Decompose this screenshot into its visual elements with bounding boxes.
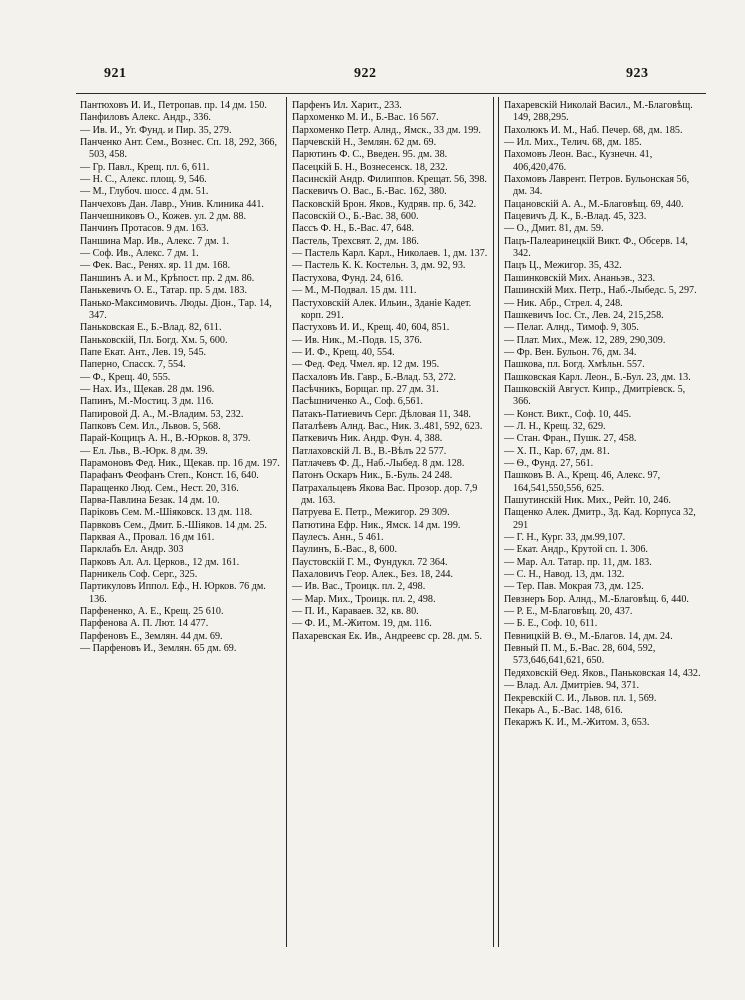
directory-entry: — Н. С., Алекс. площ. 9, 546.	[80, 174, 207, 186]
directory-entry: — Х. П., Кар. 67, дм. 81.	[504, 445, 610, 457]
directory-entry: — Ил. Мих., Телич. 68, дм. 185.	[504, 137, 642, 149]
directory-entry: Пекарь А., Б.-Вас. 148, 616.	[504, 704, 623, 716]
directory-entry: Пасѣшниченко А., Соф. 6,561.	[292, 396, 424, 408]
directory-entry: — Ф., Крещ. 40, 555.	[80, 371, 171, 383]
page-header	[0, 66, 745, 90]
directory-entry: Паустовскій Г. М., Фундукл. 72 364.	[292, 556, 448, 568]
directory-entry: Пашкевичъ Іос. Ст., Лев. 24, 215,258.	[504, 309, 664, 321]
directory-entry: — Пелаг. Алнд., Тимоф. 9, 305.	[504, 322, 639, 334]
directory-entry: — Л. Н., Крещ. 32, 629.	[504, 420, 606, 432]
directory-entry: — Ив. Вас., Троицк. пл. 2, 498.	[292, 581, 426, 593]
directory-entry: Парва-Павлина Безак. 14 дм. 10.	[80, 495, 220, 506]
directory-entry: Патрахальцевъ Якова Вас. Прозор. дор. 7,9 дм. 163.	[292, 482, 478, 506]
directory-entry: Пастель, Трехсвят. 2, дм. 186.	[292, 235, 419, 247]
directory-entry: — Парфеновъ И., Землян. 65 дм. 69.	[80, 643, 237, 655]
directory-entry: — И. Ф., Крещ. 40, 554.	[292, 346, 395, 358]
directory-entry: Пасинскій Андр. Филиппов. Крещат. 56, 398.	[292, 174, 487, 186]
directory-entry: Папинъ, М.-Мостиц. 3 дм. 116.	[80, 396, 214, 408]
directory-entry: Парафанъ Феофанъ Степ., Конст. 16, 640.	[80, 470, 259, 482]
directory-entry: Пасѣчникъ, Борщаг. пр. 27 дм. 31.	[292, 383, 439, 395]
directory-entry: Панчинъ Протасов. 9 дм. 163.	[80, 223, 209, 235]
directory-entry: Пархоменко М. И., Б.-Вас. 16 567.	[292, 112, 439, 124]
directory-entry: Пахаревская Ек. Ив., Андреевс ср. 28. дм. 5.	[292, 630, 483, 642]
directory-entry: — Г. Н., Кург. 33, дм.99,107.	[504, 532, 626, 544]
directory-entry: Пащенко Алек. Дмитр., Зд. Кад. Корпуса 32, 291	[504, 507, 696, 531]
column-divider-left	[286, 97, 287, 947]
directory-entry: — Мар. Мих., Троицк. пл. 2, 498.	[292, 593, 436, 605]
directory-entry: Пахомовъ Лаврент. Петров. Бульонская 56, дм. 34.	[504, 174, 690, 198]
directory-entry: Пастуховскій Алек. Ильин., Зданіе Кадет. корп. 291.	[292, 297, 472, 321]
directory-entry: Пахомовъ Леон. Вас., Кузнечн. 41, 406,420,476.	[504, 149, 653, 173]
directory-entry: — Тер. Пав. Мокрая 73, дм. 125.	[504, 581, 644, 593]
directory-entry: Паперно, Спасск. 7, 554.	[80, 359, 186, 371]
directory-entry: Патлачевъ Ф. Д., Наб.-Лыбед. 8 дм. 128.	[292, 457, 465, 469]
directory-entry: — Влад. Ал. Дмитріев. 94, 371.	[504, 680, 639, 692]
directory-entry: Пашковскій Август. Кипр., Дмитріевск. 5, 366.	[504, 383, 686, 408]
directory-entry: Паньковскій, Пл. Богд. Хм. 5, 600.	[80, 334, 228, 346]
directory-entry: Пахолюкъ И. М., Наб. Печер. 68, дм. 185.	[504, 124, 683, 136]
directory-entry: Пашинскій Мих. Петр., Наб.-Лыбедс. 5, 297.	[504, 285, 697, 297]
directory-entry: Пацъ-Палеаринецкій Викт. Ф., Обсерв. 14, 342.	[504, 235, 688, 260]
directory-entry: Пашковъ В. А., Крещ. 46, Алекс. 97, 164,541,550,556, 625.	[504, 470, 661, 494]
directory-entry: — Соф. Ив., Алекс. 7 дм. 1.	[80, 248, 199, 260]
directory-entry: — Ив. И., Уг. Фунд. и Пир. 35, 279.	[80, 124, 232, 136]
directory-entry: — Б. Е., Соф. 10, 611.	[504, 618, 598, 630]
page-number-right: 923	[626, 66, 649, 81]
directory-entry: Парквая А., Провал. 16 дм 161.	[80, 532, 215, 544]
directory-entry: Паткевичъ Ник. Андр. Фун. 4, 388.	[292, 433, 443, 445]
directory-column-2	[292, 100, 492, 643]
directory-entry: Патлаховскій Л. В., В.-Вѣлъ 22 577.	[292, 445, 447, 457]
directory-entry: Панькевичъ О. Е., Татар. пр. 5 дм. 183.	[80, 285, 248, 297]
directory-entry: — Ѳ., Фунд. 27, 561.	[504, 457, 594, 469]
directory-entry: — Пастель Карл. Карл., Николаев. 1, дм. 137.	[292, 248, 488, 260]
directory-entry: — Ф. И., М.-Житом. 19, дм. 116.	[292, 618, 432, 630]
directory-entry: Пархоменко Петр. Алнд., Ямск., 33 дм. 199.	[292, 124, 481, 136]
directory-entry: — С. Н., Навод. 13, дм. 132.	[504, 569, 625, 581]
directory-entry: Паулесъ. Анн., 5 461.	[292, 532, 384, 544]
directory-entry: Парфенова А. П. Лют. 14 477.	[80, 618, 209, 630]
directory-entry: Пацановскій А. А., М.-Благовѣщ. 69, 440.	[504, 198, 684, 210]
directory-entry: — Фек. Вас., Ренях. яр. 11 дм. 168.	[80, 260, 231, 272]
directory-entry: Панфиловъ Алекс. Андр., 336.	[80, 112, 211, 124]
directory-column-3	[504, 100, 702, 730]
directory-entry: — Ив. Ник., М.-Подв. 15, 376.	[292, 334, 422, 346]
directory-entry: — Пастель К. К. Костельн. 3, дм. 92, 93.	[292, 260, 466, 272]
directory-entry: Паріковъ Сем. М.-Шіяковск. 13 дм. 118.	[80, 507, 253, 519]
directory-entry: Парникель Соф. Серг., 325.	[80, 569, 198, 581]
directory-entry: Парамоновъ Фед. Ник., Щекав. пр. 16 дм. 197.	[80, 457, 280, 469]
directory-entry: Пацевичъ Д. К., Б.-Влад. 45, 323.	[504, 211, 647, 223]
column-divider-right-inner	[493, 97, 494, 947]
directory-entry: — М., М-Подвал. 15 дм. 111.	[292, 285, 417, 297]
directory-entry: Пасовскій О., Б.-Вас. 38, 600.	[292, 211, 419, 223]
directory-entry: Парчевскій Н., Землян. 62 дм. 69.	[292, 137, 437, 149]
directory-entry: — Нах. Из., Щекав. 28 дм. 196.	[80, 383, 215, 395]
directory-entry: Панчешниковъ О., Кожев. ул. 2 дм. 88.	[80, 211, 246, 223]
directory-entry: — Р. Е., М-Благовѣщ. 20, 437.	[504, 606, 633, 618]
directory-entry: — Фр. Вен. Бульон. 76, дм. 34.	[504, 346, 637, 358]
directory-column-1	[80, 100, 280, 655]
directory-entry: Пашутинскій Ник. Мих., Рейт. 10, 246.	[504, 495, 671, 506]
directory-entry: Пасковскій Брон. Яков., Кудряв. пр. 6, 342.	[292, 198, 477, 210]
directory-entry: Панчеховъ Дан. Лавр., Унив. Клиника 441.	[80, 198, 264, 210]
directory-entry: Пастухова, Фунд. 24, 616.	[292, 272, 404, 284]
directory-entry: — Гр. Павл., Крещ. пл. 6, 611.	[80, 161, 210, 173]
directory-entry: Певзнеръ Бор. Алнд., М.-Благовѣщ. 6, 440.	[504, 593, 689, 605]
directory-entry: Парковъ Ал. Ал. Церков., 12 дм. 161.	[80, 556, 240, 568]
directory-entry: Пацъ Ц., Межигор. 35, 432.	[504, 260, 622, 272]
directory-entry: Пасхаловъ Ив. Гавр., Б.-Влад. 53, 272.	[292, 371, 456, 383]
directory-entry: Певный П. М., Б.-Вас. 28, 604, 592, 573,646,641,621, 650.	[504, 643, 656, 667]
directory-entry: Паращенко Люд. Сем., Нест. 20, 316.	[80, 482, 239, 494]
directory-entry: — Мар. Ал. Татар. пр. 11, дм. 183.	[504, 556, 652, 568]
directory-entry: Парфененко, А. Е., Крещ. 25 610.	[80, 606, 224, 618]
directory-entry: Пекаржъ К. И., М.-Житом. 3, 653.	[504, 717, 650, 729]
directory-entry: Паскевичъ О. Вас., Б.-Вас. 162, 380.	[292, 186, 447, 198]
directory-entry: Пантюховъ И. И., Петропав. пр. 14 дм. 150.	[80, 100, 267, 111]
directory-entry: — Конст. Викт., Соф. 10, 445.	[504, 408, 632, 420]
directory-entry: Папковъ Сем. Ил., Львов. 5, 568.	[80, 420, 221, 432]
directory-entry: Пашинковскій Мих. Ананьэв., 323.	[504, 272, 656, 284]
directory-entry: Папировой Д. А., М.-Владим. 53, 232.	[80, 408, 244, 420]
directory-entry: Патруева Е. Петр., Межигор. 29 309.	[292, 507, 450, 519]
directory-entry: Паншинъ А. и М., Крѣпост. пр. 2 дм. 86.	[80, 272, 255, 284]
directory-entry: — М., Глубоч. шосс. 4 дм. 51.	[80, 186, 209, 198]
directory-entry: — Ник. Абр., Стрел. 4, 248.	[504, 297, 623, 309]
header-rule	[76, 93, 706, 94]
directory-entry: — Екат. Андр., Крутой сп. 1. 306.	[504, 544, 648, 556]
directory-entry: Папе Екат. Ант., Лев. 19, 545.	[80, 346, 207, 358]
directory-entry: — Ел. Льв., В.-Юрк. 8 дм. 39.	[80, 445, 208, 457]
page-number-center: 922	[354, 66, 377, 81]
directory-entry: Патонъ Оскаръ Ник., Б.-Буль. 24 248.	[292, 470, 453, 482]
directory-entry: Пашкова, пл. Богд. Хмѣльн. 557.	[504, 359, 645, 371]
directory-entry: Патакъ-Патиевичъ Серг. Дѣловая 11, 348.	[292, 408, 471, 420]
directory-entry: Панченко Ант. Сем., Вознес. Сп. 18, 292, 366, 503, 458.	[80, 137, 277, 161]
directory-entry: Парай-Кощицъ А. Н., В.-Юрков. 8, 379.	[80, 433, 251, 445]
directory-entry: Пастуховъ И. И., Крещ. 40, 604, 851.	[292, 322, 450, 334]
directory-entry: — Плат. Мих., Меж. 12, 289, 290,309.	[504, 334, 666, 346]
page-number-left: 921	[104, 66, 127, 81]
directory-entry: Парфеновъ Е., Землян. 44 дм. 69.	[80, 630, 223, 642]
directory-entry: Паншина Мар. Ив., Алекс. 7 дм. 1.	[80, 235, 230, 247]
directory-entry: Парфенъ Ил. Харит., 233.	[292, 100, 402, 111]
column-divider-right	[498, 97, 499, 947]
directory-entry: Паньковская Е., Б.-Влад. 82, 611.	[80, 322, 222, 334]
directory-entry: Патютина Ефр. Ник., Ямск. 14 дм. 199.	[292, 519, 461, 531]
directory-entry: Педяховскій Ѳед. Яков., Паньковская 14, 432.	[504, 667, 701, 679]
directory-entry: Пассъ Ф. Н., Б.-Вас. 47, 648.	[292, 223, 414, 235]
directory-entry: Певницкій В. Ѳ., М.-Благов. 14, дм. 24.	[504, 630, 673, 642]
directory-entry: Парвковъ Сем., Дмит. Б.-Шіяков. 14 дм. 25.	[80, 519, 267, 531]
directory-entry: — О., Дмит. 81, дм. 59.	[504, 223, 604, 235]
directory-entry: Парклабъ Ел. Андр. 303	[80, 544, 184, 556]
directory-entry: Партикуловъ Иппол. Еф., Н. Юрков. 76 дм. 136.	[80, 581, 266, 605]
directory-entry: — Стан. Фран., Пушк. 27, 458.	[504, 433, 637, 445]
directory-entry: Пашковская Карл. Леон., Б.-Бул. 23, дм. 13.	[504, 371, 691, 383]
directory-entry: Пекревскій С. И., Львов. пл. 1, 569.	[504, 692, 657, 704]
directory-entry: Пахаловичъ Геор. Алек., Без. 18, 244.	[292, 569, 454, 581]
directory-entry: Пахаревскій Николай Васил., М.-Благовѣщ. 149, 288,295.	[504, 100, 693, 124]
directory-entry: — П. И., Караваев. 32, кв. 80.	[292, 606, 419, 618]
directory-entry: — Фед. Фед. Чмел. яр. 12 дм. 195.	[292, 359, 440, 371]
directory-entry: Панько-Максимовичъ. Люды. Діон., Тар. 14, 347.	[80, 297, 272, 321]
directory-entry: Паталѣевъ Алнд. Вас., Ник. 3..481, 592, 623.	[292, 420, 483, 432]
directory-entry: Парютинъ Ф. С., Введен. 95. дм. 38.	[292, 149, 448, 161]
directory-entry: Пасецкій Б. Н., Вознесенск. 18, 232.	[292, 161, 448, 173]
directory-entry: Паулинъ, Б.-Вас., 8, 600.	[292, 544, 397, 556]
